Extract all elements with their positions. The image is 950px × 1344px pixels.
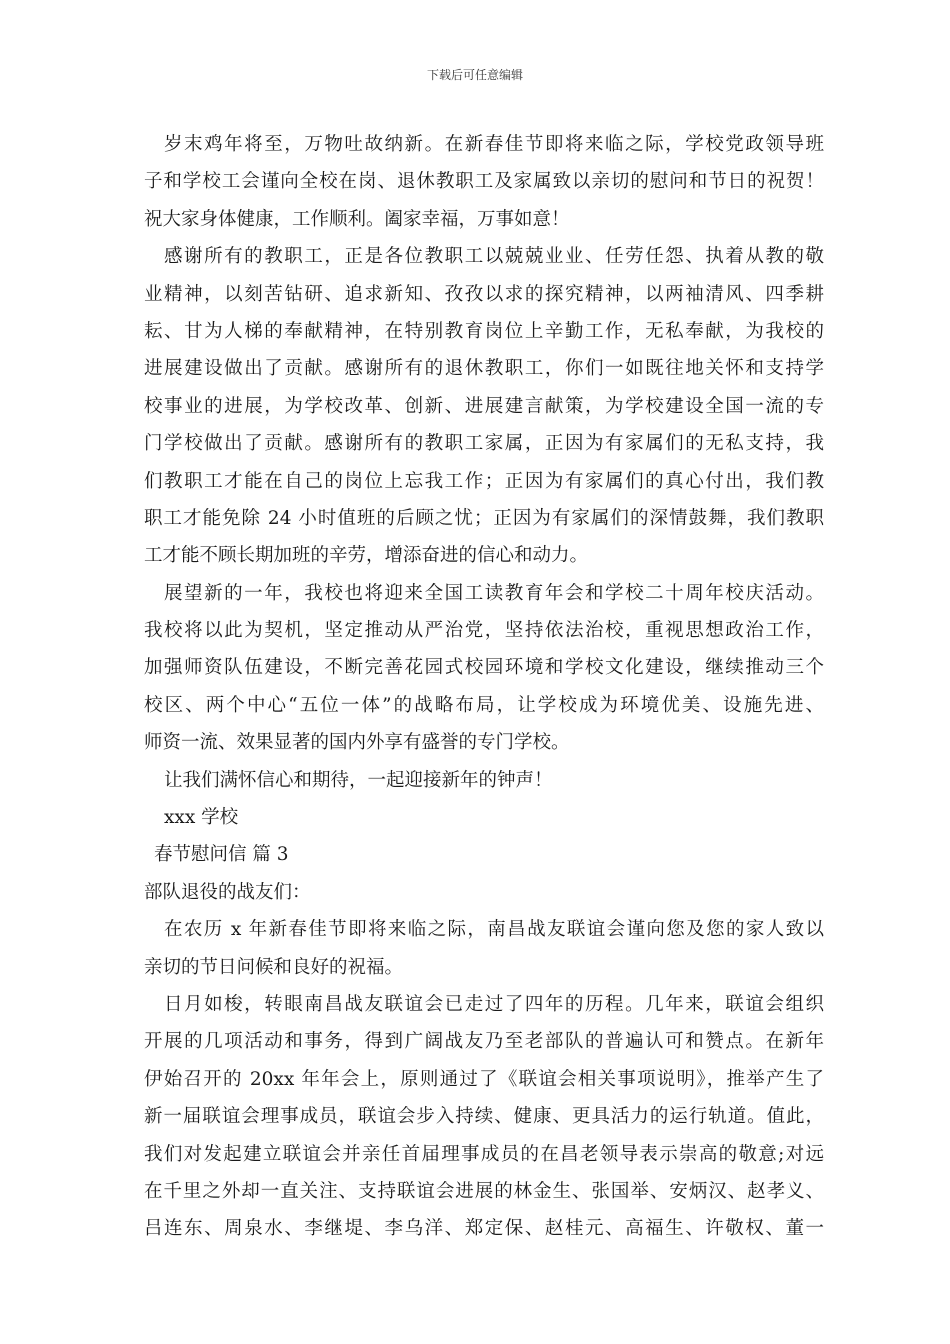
text-line: 工才能不顾长期加班的辛劳，增添奋进的信心和动力。 [144,545,589,567]
text-line: 进展建设做出了贡献。感谢所有的退休教职工，你们一如既往地关怀和支持学 [144,358,824,380]
signature-line: xxx 学校 [164,807,239,829]
text-line: 日月如梭，转眼南昌战友联谊会已走过了四年的历程。几年来，联谊会组织 [164,993,824,1015]
text-line: 亲切的节日问候和良好的祝福。 [144,956,404,978]
text-line: 在农历 x 年新春佳节即将来临之际，南昌战友联谊会谨向您及您的家人致以 [164,919,824,941]
text-line: 职工才能免除 24 小时值班的后顾之忧；正因为有家属们的深情鼓舞，我们教职 [144,507,824,529]
text-line: 岁末鸡年将至，万物吐故纳新。在新春佳节即将来临之际，学校党政领导班 [164,134,824,155]
section-title: 春节慰问信 篇 3 [154,844,289,866]
text-line: 让我们满怀信心和期待，一起迎接新年的钟声！ [164,769,553,791]
page-header: 下载后可任意编辑 [426,68,523,82]
text-line: 感谢所有的教职工，正是各位教职工以兢兢业业、任劳任怨、执着从教的敬 [164,246,824,268]
text-line: 门学校做出了贡献。感谢所有的教职工家属，正因为有家属们的无私支持，我 [144,433,824,455]
text-line: 们教职工才能在自己的岗位上忘我工作；正因为有家属们的真心付出，我们教 [144,470,824,492]
text-line: 开展的几项活动和事务，得到广阔战友乃至老部队的普遍认可和赞点。在新年 [144,1031,824,1053]
salutation-line: 部队退役的战友们： [144,881,311,903]
text-line: 校事业的进展，为学校改革、创新、进展建言献策，为学校建设全国一流的专 [144,395,824,417]
text-line: 师资一流、效果显著的国内外享有盛誉的专门学校。 [144,732,570,754]
text-line: 我校将以此为契机，坚定推动从严治党，坚持依法治校，重视思想政治工作， [144,620,824,642]
text-line: 校区、两个中心“五位一体”的战略布局，让学校成为环境优美、设施先进、 [144,694,824,716]
text-line: 加强师资队伍建设，不断完善花园式校园环境和学校文化建设，继续推动三个 [144,657,824,679]
text-line: 展望新的一年，我校也将迎来全国工读教育年会和学校二十周年校庆活动。 [164,582,824,604]
text-line: 子和学校工会谨向全校在岗、退休教职工及家属致以亲切的慰问和节日的祝贺！ [144,171,824,193]
document-body [144,126,824,1248]
text-line: 在千里之外却一直关注、支持联谊会进展的林金生、张国举、安炳汉、赵孝义、 [144,1180,824,1202]
text-line: 新一届联谊会理事成员，联谊会步入持续、健康、更具活力的运行轨道。值此， [144,1106,824,1128]
text-line: 耘、甘为人梯的奉献精神，在特别教育岗位上辛勤工作，无私奉献，为我校的 [144,320,824,342]
text-line: 我们对发起建立联谊会并亲任首届理事成员的在昌老领导表示崇高的敬意;对远 [144,1143,824,1165]
text-line: 业精神，以刻苦钻研、追求新知、孜孜以求的探究精神，以两袖清风、四季耕 [144,283,824,305]
text-line: 祝大家身体健康，工作顺利。阖家幸福，万事如意！ [144,208,570,230]
text-line: 吕连东、周泉水、李继堤、李乌洋、郑定保、赵桂元、高福生、许敬权、董一 [144,1218,824,1240]
text-line: 伊始召开的 20xx 年年会上，原则通过了《联谊会相关事项说明》，推举产生了 [144,1068,824,1090]
